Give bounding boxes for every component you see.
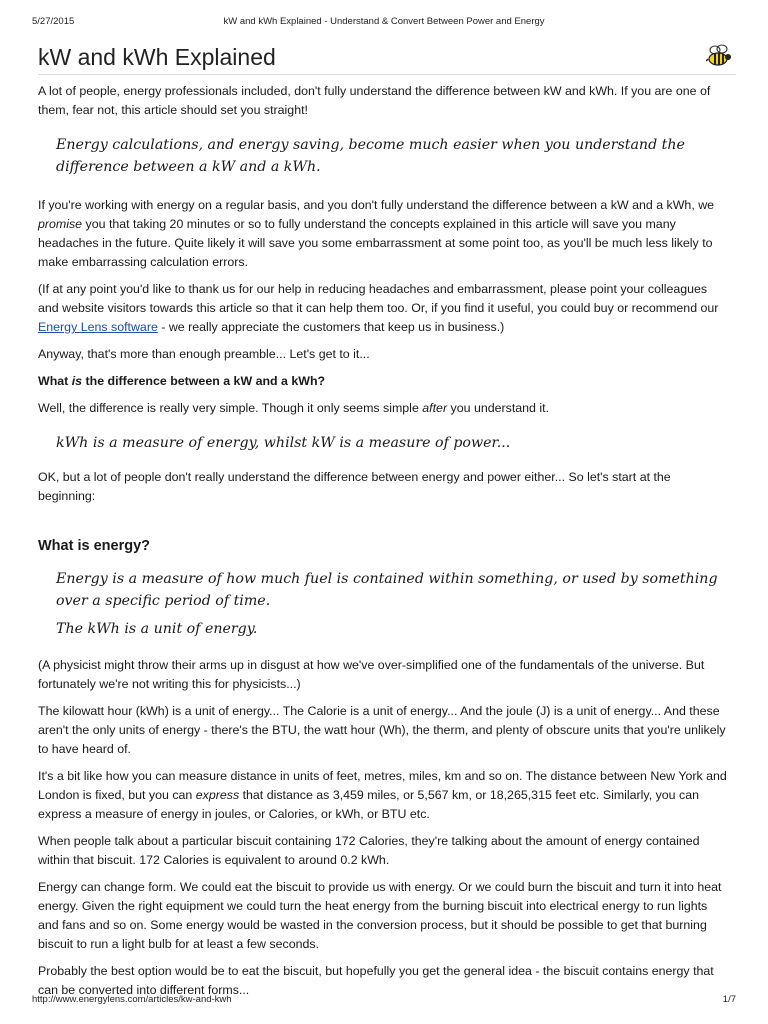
text-run: It's a bit like how you can measure distance in units of feet, metres, miles, km and so on. The distance between New York and London is fixed, but you can [38,769,727,802]
pull-quote: Energy calculations, and energy saving, become much easier when you understand the difference between a kW and a kWh. [56,137,685,175]
text-run: that distance as 3,459 miles, or 5,567 km, or 18,265,315 feet etc. Similarly, you can express a measure of energy in joules, or Calories, or kWh, or BTU etc. [38,788,699,821]
pull-quote: kWh is a measure of energy, whilst kW is a measure of power... [56,435,511,451]
page-number: 1/7 [722,994,736,1005]
print-date: 5/27/2015 [32,16,75,27]
paragraph [38,767,730,824]
article-body [38,82,730,1008]
section-heading: What is energy? [38,538,150,554]
text-run: What [38,374,72,388]
emphasis: express [195,788,240,802]
question-heading [38,372,730,391]
text-run: Well, the difference is really very simple. Though it only seems simple [38,401,423,415]
article-title-row [38,42,736,75]
paragraph: OK, but a lot of people don't really understand the difference between energy and power either... So let's start at the beginning: [38,470,671,503]
paragraph: Energy can change form. We could eat the biscuit to provide us with energy. Or we could burn the biscuit and turn it into heat energy. Given the right equipment we could turn the heat energy from the burning biscuit into electrical energy to run lights and fans and so on. Some energy would be wasted in the conversion process, but it should be possible to get that burning biscuit to run a light bulb for at least a few seconds. [38,880,722,951]
paragraph [38,196,730,272]
paragraph: When people talk about a particular biscuit containing 172 Calories, they're talking about the amount of energy contained within that biscuit. 172 Calories is equivalent to around 0.2 kWh. [38,834,700,867]
intro-paragraph: A lot of people, energy professionals included, don't fully understand the difference between kW and kWh. If you are one of them, fear not, this article should set you straight! [38,84,711,117]
text-run: the difference between a kW and a kWh? [82,374,326,388]
print-page-title: kW and kWh Explained - Understand & Convert Between Power and Energy [223,16,545,27]
paragraph [38,280,730,337]
emphasis: is [71,374,83,388]
pull-quote: The kWh is a unit of energy. [56,621,258,637]
print-header [32,16,736,30]
text-run: you that taking 20 minutes or so to fully understand the concepts explained in this article will save you many headaches in the future. Quite likely it will save you some embarrassment at some point too, as you'll be much less likely to make embarrassing calculation errors. [38,217,713,269]
text-run: you understand it. [447,401,550,415]
text-run: If you're working with energy on a regular basis, and you don't fully understand the difference between a kW and a kWh, we [38,198,715,212]
paragraph [38,399,730,418]
paragraph: Probably the best option would be to eat the biscuit, but hopefully you get the general idea - the biscuit contains energy that can be converted into different forms... [38,964,714,997]
page-url: http://www.energylens.com/articles/kw-and-kwh [32,994,232,1005]
text-run: - we really appreciate the customers that keep us in business.) [157,320,505,334]
paragraph: Anyway, that's more than enough preamble... Let's get to it... [38,347,370,361]
energy-lens-link[interactable]: Energy Lens software [38,320,158,334]
emphasis: promise [38,217,83,231]
print-footer [32,994,736,1008]
paragraph: (A physicist might throw their arms up in disgust at how we've over-simplified one of the fundamentals of the universe. But fortunately we're not writing this for physicists...) [38,658,705,691]
pull-quote: Energy is a measure of how much fuel is contained within something, or used by something over a specific period of time. [56,571,718,609]
text-run: (If at any point you'd like to thank us for our help in reducing headaches and embarrassment, please point your colleagues and website visitors towards this article so that it can help them too. Or, if you find it useful, you could buy or recommend our [38,282,719,315]
emphasis: after [422,401,448,415]
article-title: kW and kWh Explained [38,44,276,70]
bee-icon [706,44,732,68]
paragraph: The kilowatt hour (kWh) is a unit of energy... The Calorie is a unit of energy... And the joule (J) is a unit of energy... And these aren't the only units of energy - there's the BTU, the watt hour (Wh), the therm, and plenty of obscure units that you're unlikely to have heard of. [38,704,726,756]
